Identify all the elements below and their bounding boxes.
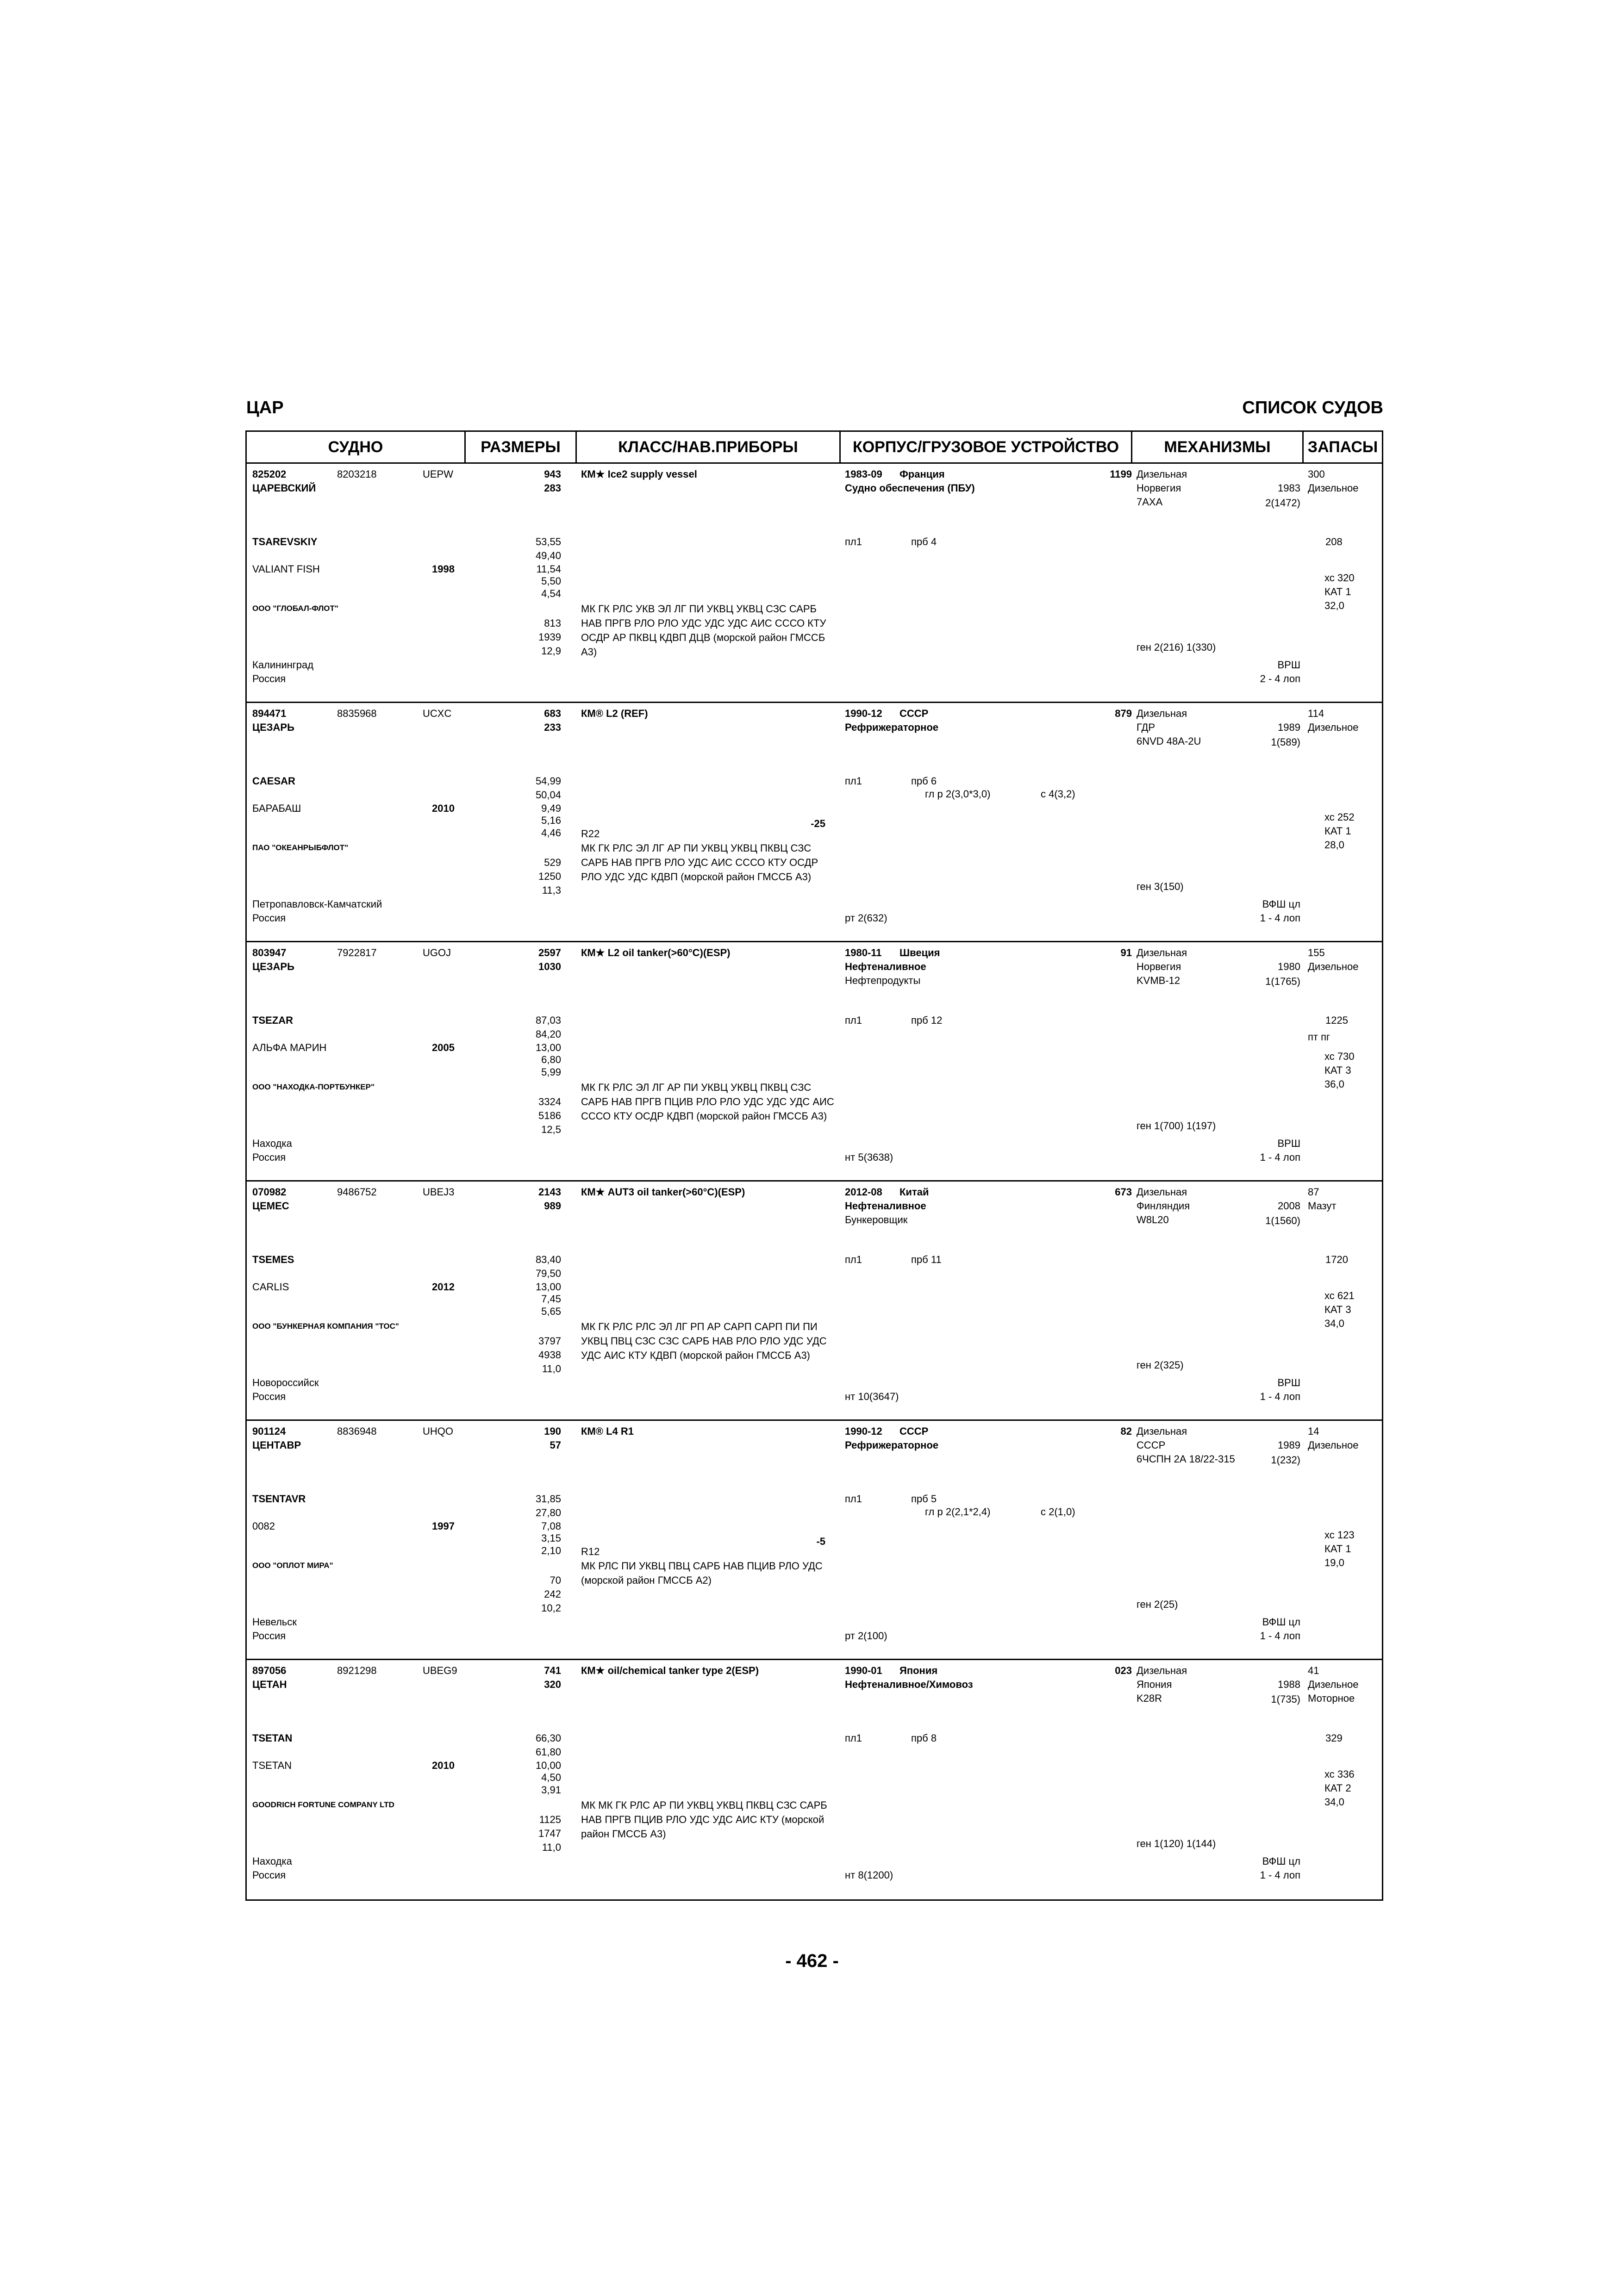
vessel-name: ЦЕМЕС	[252, 1200, 289, 1212]
engine-year: 1983	[1278, 482, 1300, 494]
owner-year: 2012	[432, 1281, 455, 1293]
cruise-range: хс 621	[1324, 1290, 1355, 1301]
speed-knots: 11,0	[542, 1363, 561, 1375]
net-tonnage: 233	[544, 722, 561, 733]
nav-equipment: МК ГК РЛС ЭЛ ЛГ АР ПИ УКВЦ УКВЦ ПКВЦ СЗС САРБ НАВ ПРГВ ПЦИВ РЛО РЛО УДС УДС УДС АИС СССО КТУ ОСДР КДВП (морской район ГМССБ А3)	[581, 1082, 834, 1122]
vessel-name-latin: TSENTAVR	[252, 1493, 306, 1505]
owner-year: 2005	[432, 1042, 455, 1053]
propeller-type: ВРШ	[1277, 659, 1300, 671]
cruise-range: хс 730	[1324, 1051, 1355, 1062]
category: КАТ 3	[1324, 1064, 1351, 1076]
engine-model: W8L20	[1137, 1214, 1169, 1226]
propeller-blades: 1 - 4 лоп	[1260, 1151, 1300, 1163]
build-date: 1990-12	[845, 1425, 882, 1437]
fresh-water: 329	[1325, 1732, 1343, 1744]
bulkheads: прб 5	[911, 1493, 937, 1505]
class-notation: КМ★ L2 oil tanker(>60°C)(ESP)	[581, 947, 731, 958]
vessel-record	[247, 1421, 1382, 1660]
class-notation: КМ® L4 R1	[581, 1425, 634, 1437]
fuel-quantity: 41	[1308, 1665, 1319, 1676]
operator-company: ПАО "ОКЕАНРЫБФЛОТ"	[252, 843, 349, 852]
autonomy: 36,0	[1324, 1078, 1344, 1090]
home-port: Находка	[252, 1855, 292, 1867]
speed-knots: 12,5	[541, 1124, 561, 1135]
engine-country: СССР	[1137, 1439, 1166, 1451]
propeller-type: ВРШ	[1277, 1138, 1300, 1149]
length-overall: 54,99	[535, 775, 561, 787]
generators: ген 1(700) 1(197)	[1137, 1120, 1216, 1132]
vessel-subtype: Бункеровщик	[845, 1214, 908, 1226]
home-port: Невельск	[252, 1616, 297, 1628]
engine-year: 1989	[1278, 1439, 1300, 1451]
vessel-name-latin: TSEZAR	[252, 1014, 293, 1026]
fuel-quantity: 155	[1308, 947, 1325, 958]
vessel-record	[247, 1660, 1382, 1899]
vessel-name-latin: TSAREVSKIY	[252, 536, 318, 548]
build-date: 1980-11	[845, 947, 882, 958]
imo-number: 7922817	[337, 947, 377, 958]
breadth: 10,00	[535, 1760, 561, 1771]
nav-equipment: МК РЛС ПИ УКВЦ ПВЦ САРБ НАВ ПЦИВ РЛО УДС (морской район ГМССБ А2)	[581, 1560, 823, 1586]
reg-number: 897056	[252, 1665, 287, 1676]
category: КАТ 1	[1324, 825, 1351, 837]
owner-year: 2010	[432, 1760, 455, 1771]
hull-code: пл1	[845, 1493, 862, 1505]
refrigerant: R22	[581, 828, 600, 840]
engine-model: 6ЧСПН 2А 18/22-315	[1137, 1453, 1235, 1465]
call-sign: UEPW	[423, 468, 453, 480]
length-overall: 31,85	[535, 1493, 561, 1505]
vessel-name-latin: CAESAR	[252, 775, 295, 787]
deadweight-2: 1747	[538, 1828, 561, 1839]
hull-code: пл1	[845, 536, 862, 548]
fresh-water: 208	[1325, 536, 1343, 548]
vessel-record	[247, 464, 1382, 703]
engine-year: 1980	[1278, 961, 1300, 972]
engine-type: Дизельная	[1137, 947, 1187, 958]
engine-power: 2(1472)	[1265, 497, 1300, 509]
operator-company: ООО "ГЛОБАЛ-ФЛОТ"	[252, 604, 338, 613]
hold-temperature: -25	[811, 818, 825, 829]
length-pp: 61,80	[535, 1746, 561, 1758]
deadweight-1: 529	[544, 857, 561, 868]
home-port: Калининград	[252, 659, 314, 671]
engine-type: Дизельная	[1137, 1186, 1187, 1198]
depth: 4,50	[541, 1772, 561, 1783]
imo-number: 8836948	[337, 1425, 377, 1437]
col-hull: КОРПУС/ГРУЗОВОЕ УСТРОЙСТВО	[852, 438, 1119, 456]
generators: ген 1(120) 1(144)	[1137, 1838, 1216, 1849]
class-notation: КМ® L2 (REF)	[581, 708, 648, 719]
breadth: 13,00	[535, 1281, 561, 1293]
tanks: рт 2(100)	[845, 1630, 887, 1642]
fuel-quantity: 300	[1308, 468, 1325, 480]
autonomy: 19,0	[1324, 1557, 1344, 1568]
fuel-quantity: 114	[1308, 708, 1324, 719]
vessel-type: Нефтеналивное	[845, 1200, 926, 1212]
deadweight-2: 5186	[538, 1110, 561, 1121]
flag-country: Россия	[252, 1151, 286, 1163]
vessel-register-table	[245, 430, 1383, 1901]
deadweight-2: 1250	[538, 871, 561, 882]
length-pp: 79,50	[535, 1268, 561, 1279]
flag-country: Россия	[252, 1391, 286, 1402]
engine-type: Дизельная	[1137, 1425, 1187, 1437]
propeller-type: ВФШ цл	[1262, 1855, 1300, 1867]
deadweight-1: 3324	[538, 1096, 561, 1108]
generators: ген 2(216) 1(330)	[1137, 641, 1216, 653]
length-overall: 83,40	[535, 1254, 561, 1265]
owner-name: АЛЬФА МАРИН	[252, 1042, 327, 1053]
class-notation: КМ★ AUT3 oil tanker(>60°C)(ESP)	[581, 1186, 745, 1198]
owner-year: 1998	[432, 563, 455, 575]
generators: ген 2(25)	[1137, 1599, 1178, 1610]
engine-power: 1(1765)	[1265, 976, 1300, 987]
yard-number: 91	[1120, 947, 1132, 958]
imo-number: 8835968	[337, 708, 377, 719]
depth: 7,45	[541, 1293, 561, 1305]
class-notation: КМ★ oil/chemical tanker type 2(ESP)	[581, 1665, 759, 1676]
autonomy: 34,0	[1324, 1796, 1344, 1808]
yard-number: 82	[1120, 1425, 1132, 1437]
deadweight-1: 813	[544, 617, 561, 629]
imo-number: 8921298	[337, 1665, 377, 1676]
net-tonnage: 1030	[538, 961, 561, 972]
category: КАТ 3	[1324, 1304, 1351, 1315]
fuel-type: Дизельное	[1308, 1679, 1359, 1690]
draught: 4,54	[541, 588, 561, 599]
breadth: 7,08	[541, 1520, 561, 1532]
engine-power: 1(1560)	[1265, 1215, 1300, 1226]
autonomy: 32,0	[1324, 600, 1344, 611]
hull-code: пл1	[845, 1014, 862, 1026]
fresh-water: 1225	[1325, 1014, 1348, 1026]
vessel-type: Судно обеспечения (ПБУ)	[845, 482, 975, 494]
breadth: 13,00	[535, 1042, 561, 1053]
stores-extra: пт пг	[1308, 1031, 1330, 1043]
engine-year: 1988	[1278, 1679, 1300, 1690]
vessel-type: Рефрижераторное	[845, 1439, 939, 1451]
vessel-type: Нефтеналивное	[845, 961, 926, 972]
hatches: гл р 2(2,1*2,4)	[925, 1506, 991, 1518]
tanks: нт 10(3647)	[845, 1391, 899, 1402]
flag-country: Россия	[252, 912, 286, 924]
build-date: 1983-09	[845, 468, 882, 480]
gross-tonnage: 190	[544, 1425, 561, 1437]
length-pp: 27,80	[535, 1507, 561, 1518]
engine-power: 1(589)	[1271, 736, 1300, 748]
engine-country: ГДР	[1137, 722, 1156, 733]
deadweight-1: 1125	[539, 1814, 561, 1825]
owner-year: 2010	[432, 803, 455, 814]
breadth: 11,54	[536, 563, 561, 575]
vessel-name: ЦЕНТАВР	[252, 1439, 301, 1451]
cruise-range: хс 252	[1324, 811, 1355, 823]
draught: 5,99	[541, 1066, 561, 1078]
engine-model: 6NVD 48A-2U	[1137, 735, 1201, 747]
build-country: Франция	[899, 468, 945, 480]
engine-country: Финляндия	[1137, 1200, 1190, 1212]
engine-country: Норвегия	[1137, 961, 1181, 972]
draught: 2,10	[541, 1545, 561, 1556]
build-country: Швеция	[899, 947, 940, 958]
class-notation: КМ★ Ice2 supply vessel	[581, 468, 697, 480]
vessel-type: Нефтеналивное/Химовоз	[845, 1679, 973, 1690]
col-vessel: СУДНО	[328, 438, 383, 456]
vessel-records	[247, 464, 1382, 1899]
operator-company: ООО "ОПЛОТ МИРА"	[252, 1561, 333, 1570]
nav-equipment: МК МК ГК РЛС АР ПИ УКВЦ УКВЦ ПКВЦ СЗС САРБ НАВ ПРГВ ПЦИВ РЛО УДС УДС АИС КТУ (морской район ГМССБ А3)	[581, 1799, 827, 1840]
refrigerant: R12	[581, 1546, 600, 1557]
breadth: 9,49	[541, 803, 561, 814]
col-dimensions: РАЗМЕРЫ	[481, 438, 561, 456]
flag-country: Россия	[252, 1869, 286, 1881]
cruise-range: хс 336	[1324, 1768, 1355, 1780]
owner-name: TSETAN	[252, 1760, 292, 1771]
engine-model: K28R	[1137, 1692, 1162, 1704]
deadweight-2: 242	[544, 1588, 561, 1600]
fuel-quantity: 14	[1308, 1425, 1319, 1437]
tanks: нт 8(1200)	[845, 1869, 893, 1881]
fuel-quantity: 87	[1308, 1186, 1319, 1198]
nav-equipment: МК ГК РЛС РЛС ЭЛ ЛГ РП АР САРП САРП ПИ ПИ УКВЦ ПВЦ СЗС СЗС САРБ НАВ РЛО РЛО УДС УДС УДС АИС КТУ КДВП (морской район ГМССБ А3)	[581, 1321, 827, 1361]
engine-type: Дизельная	[1137, 1665, 1187, 1676]
vessel-name: ЦЕЗАРЬ	[252, 961, 294, 972]
nav-equipment: МК ГК РЛС УКВ ЭЛ ЛГ ПИ УКВЦ УКВЦ СЗС САРБ НАВ ПРГВ РЛО РЛО УДС УДС УДС АИС СССО КТУ ОСДР АР ПКВЦ КДВП ДЦВ (морской район ГМССБ А3)	[581, 603, 826, 658]
propeller-blades: 1 - 4 лоп	[1260, 1391, 1300, 1402]
call-sign: UCXC	[423, 708, 452, 719]
call-sign: UBEG9	[423, 1665, 457, 1676]
deadweight-2: 1939	[538, 631, 561, 643]
fuel-type: Мазут	[1308, 1200, 1337, 1212]
length-overall: 87,03	[535, 1014, 561, 1026]
net-tonnage: 989	[544, 1200, 561, 1212]
engine-power: 1(735)	[1271, 1693, 1300, 1705]
operator-company: ООО "НАХОДКА-ПОРТБУНКЕР"	[252, 1083, 375, 1091]
reg-number: 070982	[252, 1186, 287, 1198]
depth: 5,16	[541, 815, 561, 826]
length-pp: 84,20	[535, 1028, 561, 1040]
autonomy: 34,0	[1324, 1318, 1344, 1329]
engine-power: 1(232)	[1271, 1454, 1300, 1466]
gross-tonnage: 741	[544, 1665, 561, 1676]
fuel-type: Дизельное	[1308, 482, 1359, 494]
owner-name: 0082	[252, 1520, 275, 1532]
engine-model: KVMB-12	[1137, 975, 1181, 986]
propeller-type: ВФШ цл	[1262, 898, 1300, 910]
cruise-range: хс 123	[1324, 1529, 1355, 1541]
call-sign: UBEJ3	[423, 1186, 455, 1198]
deadweight-2: 4938	[538, 1349, 561, 1361]
fuel-type: Дизельное	[1308, 1439, 1359, 1451]
generators: ген 3(150)	[1137, 881, 1184, 892]
imo-number: 9486752	[337, 1186, 377, 1198]
yard-number: 879	[1115, 708, 1132, 719]
call-sign: UGOJ	[423, 947, 451, 958]
propeller-blades: 1 - 4 лоп	[1260, 912, 1300, 924]
draught: 5,65	[541, 1306, 561, 1317]
gross-tonnage: 683	[544, 708, 561, 719]
cranes: с 2(1,0)	[1041, 1506, 1075, 1518]
category: КАТ 2	[1324, 1782, 1351, 1794]
length-pp: 49,40	[535, 550, 561, 561]
yard-number: 673	[1115, 1186, 1132, 1198]
col-machinery: МЕХАНИЗМЫ	[1164, 438, 1271, 456]
speed-knots: 10,2	[541, 1602, 561, 1614]
deadweight-1: 3797	[538, 1335, 561, 1347]
vessel-name-latin: TSETAN	[252, 1732, 293, 1744]
build-country: СССР	[899, 1425, 929, 1437]
gross-tonnage: 943	[544, 468, 561, 480]
home-port: Новороссийск	[252, 1377, 319, 1388]
flag-country: Россия	[252, 673, 286, 684]
length-pp: 50,04	[535, 789, 561, 801]
engine-model: 7AXA	[1137, 496, 1163, 508]
bulkheads: прб 6	[911, 775, 937, 787]
vessel-subtype: Нефтепродукты	[845, 975, 921, 986]
engine-country: Норвегия	[1137, 482, 1181, 494]
reg-number: 825202	[252, 468, 287, 480]
category: КАТ 1	[1324, 1543, 1351, 1555]
deadweight-1: 70	[550, 1574, 561, 1586]
cruise-range: хс 320	[1324, 572, 1355, 584]
build-date: 1990-01	[845, 1665, 882, 1676]
vessel-type: Рефрижераторное	[845, 722, 939, 733]
depth: 3,15	[541, 1532, 561, 1544]
engine-year: 2008	[1278, 1200, 1300, 1212]
speed-knots: 11,3	[542, 884, 561, 896]
cranes: с 4(3,2)	[1041, 788, 1075, 800]
home-port: Находка	[252, 1138, 292, 1149]
generators: ген 2(325)	[1137, 1359, 1184, 1371]
fuel-type: Дизельное	[1308, 961, 1359, 972]
net-tonnage: 57	[550, 1439, 561, 1451]
vessel-name: ЦЕЗАРЬ	[252, 722, 294, 733]
vessel-record	[247, 1182, 1382, 1421]
owner-name: VALIANT FISH	[252, 563, 320, 575]
vessel-name: ЦЕТАН	[252, 1679, 287, 1690]
column-header-row	[247, 432, 1382, 464]
build-country: СССР	[899, 708, 929, 719]
fuel-type-2: Моторное	[1308, 1692, 1355, 1704]
imo-number: 8203218	[337, 468, 377, 480]
col-stores: ЗАПАСЫ	[1307, 438, 1378, 456]
length-overall: 66,30	[535, 1732, 561, 1744]
fresh-water: 1720	[1325, 1254, 1348, 1265]
propeller-blades: 1 - 4 лоп	[1260, 1630, 1300, 1642]
net-tonnage: 283	[544, 482, 561, 494]
category: КАТ 1	[1324, 586, 1351, 597]
propeller-blades: 2 - 4 лоп	[1260, 673, 1300, 684]
tanks: рт 2(632)	[845, 912, 887, 924]
build-country: Япония	[899, 1665, 938, 1676]
propeller-type: ВРШ	[1277, 1377, 1300, 1388]
yard-number: 1199	[1110, 468, 1132, 480]
owner-name: CARLIS	[252, 1281, 289, 1293]
speed-knots: 12,9	[541, 645, 561, 657]
engine-country: Япония	[1137, 1679, 1172, 1690]
vessel-name: ЦАРЕВСКИЙ	[252, 482, 316, 494]
draught: 4,46	[541, 827, 561, 839]
fuel-type: Дизельное	[1308, 722, 1359, 733]
reg-number: 803947	[252, 947, 287, 958]
vessel-name-latin: TSEMES	[252, 1254, 294, 1265]
length-overall: 53,55	[535, 536, 561, 548]
draught: 3,91	[541, 1784, 561, 1796]
build-date: 1990-12	[845, 708, 882, 719]
hold-temperature: -5	[816, 1536, 825, 1547]
build-country: Китай	[899, 1186, 929, 1198]
vessel-record	[247, 703, 1382, 942]
bulkheads: прб 4	[911, 536, 937, 548]
operator-company: GOODRICH FORTUNE COMPANY LTD	[252, 1800, 394, 1809]
engine-type: Дизельная	[1137, 708, 1187, 719]
tanks: нт 5(3638)	[845, 1151, 893, 1163]
col-class: КЛАСС/НАВ.ПРИБОРЫ	[618, 438, 798, 456]
hull-code: пл1	[845, 1732, 862, 1744]
autonomy: 28,0	[1324, 839, 1344, 851]
yard-number: 023	[1115, 1665, 1132, 1676]
speed-knots: 11,0	[542, 1842, 561, 1853]
gross-tonnage: 2143	[538, 1186, 561, 1198]
reg-number: 894471	[252, 708, 287, 719]
bulkheads: прб 11	[911, 1254, 942, 1265]
section-code: ЦАР	[246, 398, 284, 417]
gross-tonnage: 2597	[538, 947, 561, 958]
owner-name: БАРАБАШ	[252, 803, 301, 814]
depth: 6,80	[541, 1054, 561, 1065]
propeller-blades: 1 - 4 лоп	[1260, 1869, 1300, 1881]
depth: 5,50	[541, 575, 561, 587]
reg-number: 901124	[252, 1425, 286, 1437]
build-date: 2012-08	[845, 1186, 882, 1198]
bulkheads: прб 8	[911, 1732, 937, 1744]
engine-type: Дизельная	[1137, 468, 1187, 480]
hull-code: пл1	[845, 775, 862, 787]
home-port: Петропавловск-Камчатский	[252, 898, 382, 910]
operator-company: ООО "БУНКЕРНАЯ КОМПАНИЯ "ТОС"	[252, 1322, 399, 1331]
call-sign: UHQO	[423, 1425, 453, 1437]
register-title: СПИСОК СУДОВ	[1242, 398, 1383, 417]
flag-country: Россия	[252, 1630, 286, 1642]
hatches: гл р 2(3,0*3,0)	[925, 788, 991, 800]
page-number: - 462 -	[785, 1951, 839, 1971]
bulkheads: прб 12	[911, 1014, 943, 1026]
vessel-record	[247, 942, 1382, 1182]
propeller-type: ВФШ цл	[1262, 1616, 1300, 1628]
owner-year: 1997	[432, 1520, 455, 1532]
hull-code: пл1	[845, 1254, 862, 1265]
net-tonnage: 320	[544, 1679, 561, 1690]
nav-equipment: МК ГК РЛС ЭЛ ЛГ АР ПИ УКВЦ УКВЦ ПКВЦ СЗС САРБ НАВ ПРГВ РЛО УДС АИС СССО КТУ ОСДР РЛО УДС УДС КДВП (морской район ГМССБ А3)	[581, 842, 818, 883]
engine-year: 1989	[1278, 722, 1300, 733]
